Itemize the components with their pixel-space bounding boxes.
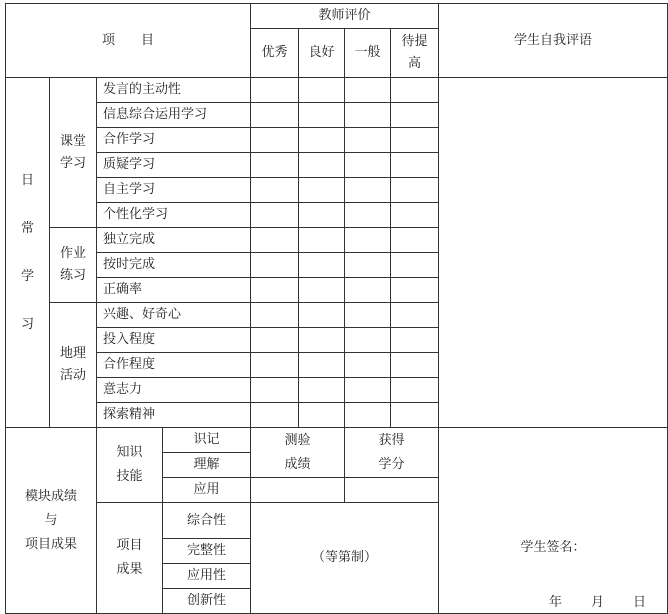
score-cell[interactable]	[345, 128, 391, 153]
score-cell[interactable]	[345, 153, 391, 178]
project-item: 完整性	[163, 539, 251, 564]
score-cell[interactable]	[391, 128, 439, 153]
score-cell[interactable]	[345, 103, 391, 128]
score-cell[interactable]	[251, 328, 299, 353]
score-cell[interactable]	[251, 403, 299, 428]
score-cell[interactable]	[345, 403, 391, 428]
project-result-label: 项目成果	[97, 503, 163, 614]
score-cell[interactable]	[299, 303, 345, 328]
student-comment-area[interactable]	[439, 78, 668, 428]
score-cell[interactable]	[345, 378, 391, 403]
test-score-label: 测验成绩	[251, 428, 345, 478]
score-cell[interactable]	[251, 228, 299, 253]
score-cell[interactable]	[251, 153, 299, 178]
knowledge-item: 应用	[163, 478, 251, 503]
score-cell[interactable]	[391, 353, 439, 378]
score-cell[interactable]	[345, 328, 391, 353]
project-item: 综合性	[163, 503, 251, 539]
date-year: 年	[549, 595, 563, 610]
level-improve: 待提高	[391, 29, 439, 78]
item-label: 探索精神	[97, 403, 251, 428]
item-label: 正确率	[97, 278, 251, 303]
score-cell[interactable]	[251, 128, 299, 153]
score-cell[interactable]	[251, 353, 299, 378]
teacher-eval-header: 教师评价	[251, 4, 439, 29]
score-cell[interactable]	[345, 228, 391, 253]
group-label-geo-activity: 地理活动	[50, 303, 97, 428]
module-label-line1: 模块成绩	[24, 488, 77, 504]
score-cell[interactable]	[251, 278, 299, 303]
score-cell[interactable]	[391, 178, 439, 203]
score-cell[interactable]	[299, 78, 345, 103]
daily-study-label: 日常学习	[6, 78, 50, 428]
knowledge-item: 理解	[163, 453, 251, 478]
item-label: 投入程度	[97, 328, 251, 353]
group-label-homework: 作业练习	[50, 228, 97, 303]
score-cell[interactable]	[345, 178, 391, 203]
score-cell[interactable]	[345, 353, 391, 378]
score-cell[interactable]	[299, 378, 345, 403]
score-cell[interactable]	[251, 178, 299, 203]
score-cell[interactable]	[251, 78, 299, 103]
score-cell[interactable]	[391, 378, 439, 403]
score-cell[interactable]	[251, 303, 299, 328]
score-cell[interactable]	[391, 203, 439, 228]
item-header: 项 目	[6, 4, 251, 78]
score-cell[interactable]	[345, 278, 391, 303]
knowledge-item: 识记	[163, 428, 251, 453]
item-label: 合作学习	[97, 128, 251, 153]
score-cell[interactable]	[345, 203, 391, 228]
test-score-value[interactable]	[251, 478, 345, 503]
score-cell[interactable]	[299, 103, 345, 128]
grade-note: （等第制）	[251, 503, 439, 614]
score-cell[interactable]	[391, 328, 439, 353]
date-month: 月	[590, 595, 604, 610]
score-cell[interactable]	[299, 403, 345, 428]
score-cell[interactable]	[299, 128, 345, 153]
item-label: 质疑学习	[97, 153, 251, 178]
score-cell[interactable]	[299, 228, 345, 253]
item-label: 发言的主动性	[97, 78, 251, 103]
item-label: 按时完成	[97, 253, 251, 278]
signature-area[interactable]	[439, 428, 668, 614]
score-cell[interactable]	[345, 253, 391, 278]
module-label	[6, 428, 97, 614]
credit-label: 获得学分	[345, 428, 439, 478]
item-label: 意志力	[97, 378, 251, 403]
level-excellent: 优秀	[251, 29, 299, 78]
item-label: 独立完成	[97, 228, 251, 253]
score-cell[interactable]	[345, 303, 391, 328]
score-cell[interactable]	[299, 153, 345, 178]
level-average: 一般	[345, 29, 391, 78]
score-cell[interactable]	[391, 153, 439, 178]
score-cell[interactable]	[299, 353, 345, 378]
date-line	[439, 593, 667, 613]
score-cell[interactable]	[299, 178, 345, 203]
item-label: 自主学习	[97, 178, 251, 203]
score-cell[interactable]	[391, 103, 439, 128]
item-label: 合作程度	[97, 353, 251, 378]
item-label: 个性化学习	[97, 203, 251, 228]
score-cell[interactable]	[251, 203, 299, 228]
score-cell[interactable]	[299, 278, 345, 303]
score-cell[interactable]	[345, 78, 391, 103]
student-eval-header: 学生自我评语	[439, 4, 668, 78]
score-cell[interactable]	[391, 228, 439, 253]
student-signature-label: 学生签名：	[520, 540, 586, 555]
evaluation-table	[5, 3, 668, 614]
date-day: 日	[632, 595, 646, 610]
project-item: 创新性	[163, 589, 251, 614]
score-cell[interactable]	[391, 253, 439, 278]
group-label-classroom: 课堂学习	[50, 78, 97, 228]
score-cell[interactable]	[391, 303, 439, 328]
score-cell[interactable]	[391, 278, 439, 303]
score-cell[interactable]	[391, 78, 439, 103]
knowledge-skill-label: 知识技能	[97, 428, 163, 503]
score-cell[interactable]	[299, 203, 345, 228]
score-cell[interactable]	[251, 253, 299, 278]
score-cell[interactable]	[251, 378, 299, 403]
module-label-line3: 项目成果	[24, 536, 77, 552]
project-item: 应用性	[163, 564, 251, 589]
score-cell[interactable]	[299, 253, 345, 278]
module-label-line2: 与	[44, 512, 58, 528]
item-label: 信息综合运用学习	[97, 103, 251, 128]
credit-value[interactable]	[345, 478, 439, 503]
level-good: 良好	[299, 29, 345, 78]
item-label: 兴趣、好奇心	[97, 303, 251, 328]
score-cell[interactable]	[299, 328, 345, 353]
score-cell[interactable]	[391, 403, 439, 428]
score-cell[interactable]	[251, 103, 299, 128]
